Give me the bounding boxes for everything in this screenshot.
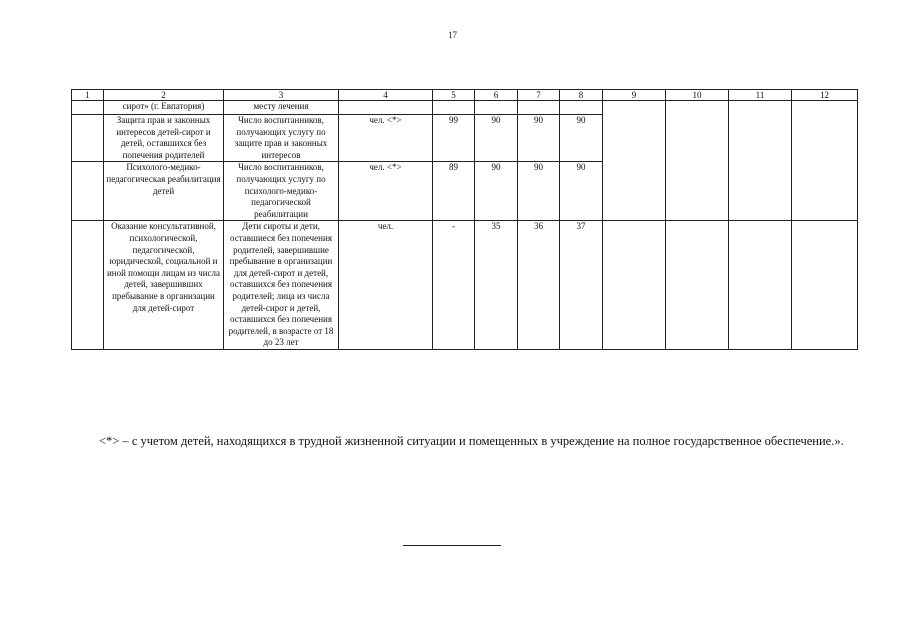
table-cell: Дети сироты и дети, оставшиеся без попечения родителей, завершившие пребывание в организации для детей-сирот и детей, оставшихся без попечения родителей; лица из числа детей-сирот и детей, оставшихся без попечения родителей, в возрасте от 18 до 23 лет — [224, 221, 339, 350]
table-cell: 90 — [518, 115, 560, 162]
table-cell — [72, 101, 104, 115]
table-cell — [72, 115, 104, 162]
table-cell: 90 — [560, 115, 603, 162]
blank-cell — [729, 221, 792, 350]
blank-cell — [603, 221, 666, 350]
blank-cell — [792, 221, 858, 350]
table-cell — [518, 101, 560, 115]
header-cell: 10 — [666, 90, 729, 101]
blank-cell — [729, 101, 792, 221]
header-cell: 1 — [72, 90, 104, 101]
header-cell: 2 — [104, 90, 224, 101]
table-cell — [72, 221, 104, 350]
table-cell — [339, 101, 433, 115]
table-cell: чел. <*> — [339, 162, 433, 221]
header-cell: 4 — [339, 90, 433, 101]
page-number: 17 — [448, 30, 457, 40]
table-cell: 35 — [475, 221, 518, 350]
header-cell: 11 — [729, 90, 792, 101]
table-header-row — [72, 90, 858, 101]
blank-cell — [792, 101, 858, 221]
table-cell: 89 — [433, 162, 475, 221]
table-cell: 90 — [475, 162, 518, 221]
table-cell: Защита прав и законных интересов детей-сирот и детей, оставшихся без попечения родителей — [104, 115, 224, 162]
table-cell — [560, 101, 603, 115]
header-cell: 7 — [518, 90, 560, 101]
table-cell: чел. — [339, 221, 433, 350]
table-cell — [433, 101, 475, 115]
indicators-table — [71, 89, 858, 350]
table-cell: 36 — [518, 221, 560, 350]
blank-cell — [666, 101, 729, 221]
header-cell: 8 — [560, 90, 603, 101]
table-cell: - — [433, 221, 475, 350]
table-cell — [475, 101, 518, 115]
header-cell: 9 — [603, 90, 666, 101]
table-cell: 90 — [560, 162, 603, 221]
blank-cell — [603, 101, 666, 221]
table-cell: 90 — [518, 162, 560, 221]
closing-rule — [403, 545, 501, 546]
blank-cell — [666, 221, 729, 350]
table-cell: месту лечения — [224, 101, 339, 115]
header-cell: 6 — [475, 90, 518, 101]
table-cell: Число воспитанников, получающих услугу по психолого-медико-педагогической реабилитации — [224, 162, 339, 221]
table-cell: 90 — [475, 115, 518, 162]
table-cell — [72, 162, 104, 221]
header-cell: 3 — [224, 90, 339, 101]
footnote-text: <*> – с учетом детей, находящихся в трудной жизненной ситуации и помещенных в учреждение на полное государственное обеспечение.». — [99, 434, 844, 448]
table-row — [72, 101, 858, 115]
header-cell: 12 — [792, 90, 858, 101]
table-cell: сирот» (г. Евпатория) — [104, 101, 224, 115]
table-cell: Число воспитанников, получающих услугу по защите прав и законных интересов — [224, 115, 339, 162]
header-cell: 5 — [433, 90, 475, 101]
table-cell: Психолого-медико-педагогическая реабилитация детей — [104, 162, 224, 221]
table-cell: чел. <*> — [339, 115, 433, 162]
table-row — [72, 221, 858, 350]
table-cell: 99 — [433, 115, 475, 162]
table-cell: 37 — [560, 221, 603, 350]
table-cell: Оказание консультативной, психологической, педагогической, юридической, социальной и иной помощи лицам из числа детей, завершивших пребывание в организации для детей-сирот — [104, 221, 224, 350]
